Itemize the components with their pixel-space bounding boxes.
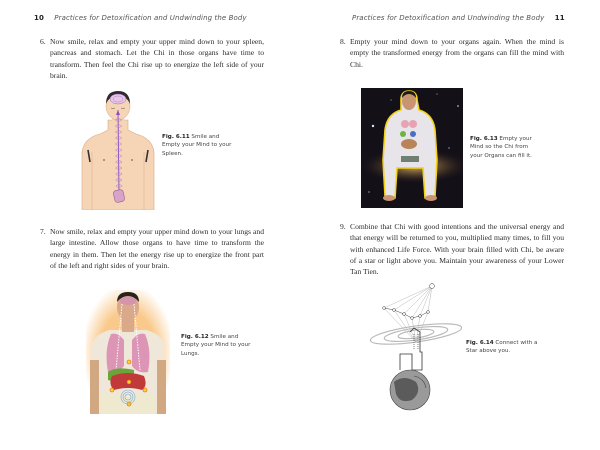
caption-fig-6-12 (181, 333, 253, 358)
figure-caption: Connect with a Star above you. (466, 340, 538, 355)
figure-label: Fig. 6.14 (466, 340, 494, 346)
figure-label: Fig. 6.11 (162, 134, 190, 140)
figure-label: Fig. 6.12 (181, 334, 209, 340)
page-number: 10 (34, 14, 44, 22)
step-text: Now smile, relax and empty your upper mind down to your lungs and large intestine. Allow those organs to have time to transform the energy in them. Then let the energy rise up to energize the front part of the left and right sides of your brain. (50, 227, 264, 270)
figure-caption: Empty your Mind so the Chi from your Organs can fill it. (470, 136, 532, 159)
step-8 (340, 36, 564, 70)
step-number: 8. (340, 37, 346, 46)
cosmic-meditation-photo-icon (361, 88, 463, 208)
figure-6-13-cosmic-meditation (361, 88, 463, 208)
figure-label: Fig. 6.13 (470, 136, 498, 142)
step-text: Combine that Chi with good intentions and the universal energy and that energy will be returned to you, multiplied many times, to fill you with enhanced Life Force. With your brain filled with Chi, be aware of a star or light above you. Maintain your awareness of your Lower Tan Tien. (350, 222, 564, 277)
running-head-left (34, 14, 247, 22)
step-number: 9. (340, 222, 346, 231)
caption-fig-6-13 (470, 135, 542, 160)
figure-caption: Smile and Empty your Mind to your Spleen. (162, 134, 232, 157)
star-connection-illustration-icon (364, 282, 468, 412)
lungs-illustration-icon (86, 290, 170, 414)
figure-caption: Smile and Empty your Mind to your Lungs. (181, 334, 251, 357)
step-text: Empty your mind down to your organs again. When the mind is empty the transformed energy from the organs can fill the mind with Chi. (350, 37, 564, 69)
figure-6-11-spleen (78, 90, 158, 210)
spleen-illustration-icon (78, 90, 158, 210)
step-number: 6. (40, 37, 46, 46)
running-head-text: Practices for Detoxification and Undwinding the Body (54, 14, 247, 22)
page-number: 11 (554, 14, 565, 22)
caption-fig-6-14 (466, 339, 538, 356)
step-9 (340, 221, 564, 277)
step-number: 7. (40, 227, 46, 236)
figure-6-12-lungs (86, 290, 170, 414)
running-head-right (352, 14, 565, 22)
figure-6-14-star-connection (364, 282, 468, 412)
right-page (300, 0, 600, 450)
running-head-text: Practices for Detoxification and Undwinding the Body (352, 14, 545, 22)
step-6 (40, 36, 264, 81)
step-text: Now smile, relax and empty your upper mind down to your spleen, pancreas and stomach. Let the Chi in those organs have time to transform. Then feel the Chi rise up to energize the left side of your brain. (50, 37, 264, 80)
step-7 (40, 226, 264, 271)
caption-fig-6-11 (162, 133, 232, 158)
